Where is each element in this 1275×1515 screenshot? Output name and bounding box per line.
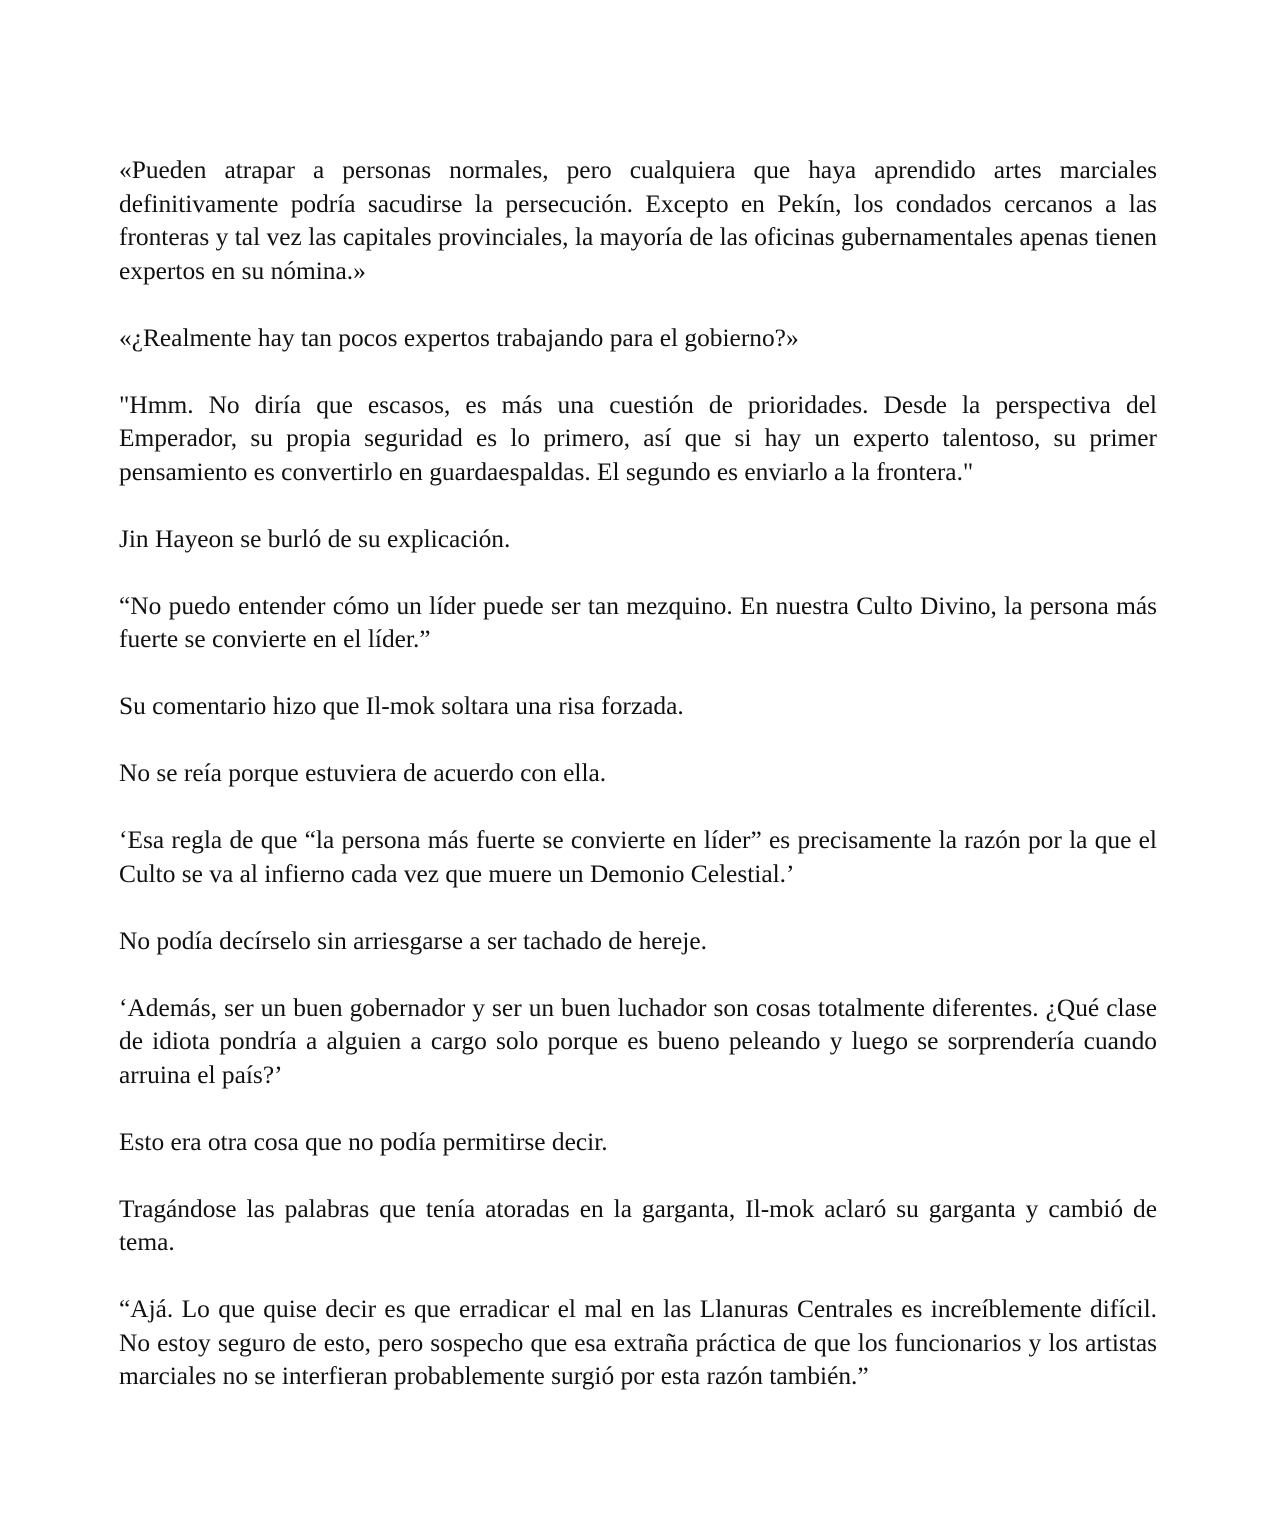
paragraph-8: ‘Esa regla de que “la persona más fuerte se convierte en líder” es precisamente la razón por la que el Culto se va al infierno cada vez que muere un Demonio Celestial.’ xyxy=(119,826,1157,888)
document-page xyxy=(119,154,1157,1394)
paragraph-11: Esto era otra cosa que no podía permitirse decir. xyxy=(119,1127,608,1156)
paragraph-6: Su comentario hizo que Il-mok soltara una risa forzada. xyxy=(119,692,684,720)
paragraph-4: Jin Hayeon se burló de su explicación. xyxy=(119,524,511,553)
paragraph-3: "Hmm. No diría que escasos, es más una cuestión de prioridades. Desde la perspectiva del Emperador, su propia seguridad es lo primero, así que si hay un experto talentoso, su primer pensamiento es convertirlo en guardaespaldas. El segundo es enviarlo a la frontera." xyxy=(119,390,1157,486)
paragraph-10: ‘Además, ser un buen gobernador y ser un buen luchador son cosas totalmente diferentes. ¿Qué clase de idiota pondría a alguien a cargo solo porque es bueno peleando y luego se sorprendería cuando arruina el país?’ xyxy=(119,993,1157,1089)
paragraph-12: Tragándose las palabras que tenía atoradas en la garganta, Il-mok aclaró su garganta y cambió de tema. xyxy=(119,1194,1157,1256)
paragraph-7: No se reía porque estuviera de acuerdo con ella. xyxy=(119,759,607,787)
paragraph-1: «Pueden atrapar a personas normales, pero cualquiera que haya aprendido artes marciales definitivamente podría sacudirse la persecución. Excepto en Pekín, los condados cercanos a las fronteras y tal vez las capitales provinciales, la mayoría de las oficinas gubernamentales apenas tienen expertos en su nómina.» xyxy=(119,156,1157,285)
paragraph-2: «¿Realmente hay tan pocos expertos trabajando para el gobierno?» xyxy=(119,323,799,352)
paragraph-9: No podía decírselo sin arriesgarse a ser tachado de hereje. xyxy=(119,926,707,955)
paragraph-5: “No puedo entender cómo un líder puede ser tan mezquino. En nuestra Culto Divino, la persona más fuerte se convierte en el líder.” xyxy=(119,591,1157,653)
paragraph-13: “Ajá. Lo que quise decir es que erradicar el mal en las Llanuras Centrales es increíblemente difícil. No estoy seguro de esto, pero sospecho que esa extraña práctica de que los funcionarios y los artistas marciales no se interfieran probablemente surgió por esta razón también.” xyxy=(119,1295,1157,1390)
